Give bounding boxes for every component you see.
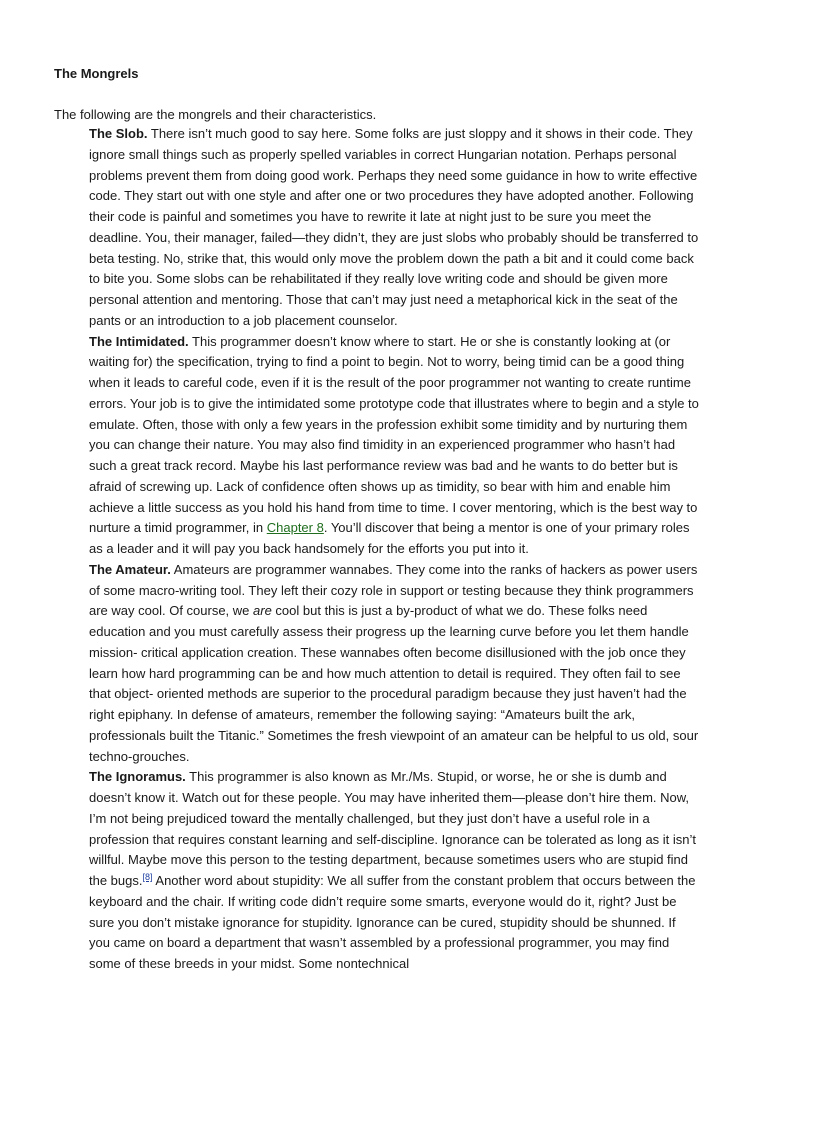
- entry-slob: [89, 124, 699, 332]
- entry-text-after: cool but this is just a by-product of what we do. These folks need education and you must carefully assess their progress up the learning curve before you let them handle mission- critical application creation. These wannabes often become disillusioned with the job once they learn how hard programming can be and how much attention to detail is required. They often fail to see that object- oriented methods are superior to the procedural paradigm because they just haven’t had the right epiphany. In defense of amateurs, remember the following saying: “Amateurs built the ark, professionals built the Titanic.” Sometimes the fresh viewpoint of an amateur can be helpful to us old, sour techno-grouches.: [89, 603, 699, 764]
- entry-text: There isn’t much good to say here. Some folks are just sloppy and it shows in their code. They ignore small things such as properly spelled variables in correct Hungarian notation. Perhaps personal problems prevent them from doing good work. Perhaps they need some guidance in how to write effective code. They start out with one style and after one or two procedures they have adopted another. Following their code is painful and sometimes you have to rewrite it late at night just to be sure you meet the deadline. You, their manager, failed—they didn’t, they are just slobs who probably should be transferred to beta testing. No, strike that, this would only move the problem down the path a bit and it could come back to bite you. Some slobs can be rehabilitated if they really love writing code and should be given more personal attention and mentoring. Those that can’t may just need a metaphorical kick in the seat of the pants or an introduction to a job placement counselor.: [89, 126, 699, 328]
- entry-text-after: . You’ll discover that being a mentor is one of your primary roles as a leader and it will pay you back handsomely for the efforts you put into it.: [89, 520, 690, 556]
- entry-text: Amateurs are programmer wannabes. They come into the ranks of hackers as power users of some macro-writing tool. They left their cozy role in support or testing because they think programmers are way cool. Of course, we: [89, 561, 698, 619]
- entry-text: This programmer is also known as Mr./Ms. Stupid, or worse, he or she is dumb and doesn’t know it. Watch out for these people. You may have inherited them—please don’t hire them. Now, I’m not being prejudiced toward the mentally challenged, but they just don’t have a useful role in a profession that requires constant learning and self-discipline. Ignorance can be tolerated as long as it isn’t willful. Maybe move this person to the testing department, because sometimes users who are stupid find the bugs.: [89, 769, 697, 888]
- entry-ignoramus: [89, 767, 699, 975]
- entry-term: The Ignoramus.: [89, 769, 186, 785]
- entry-term: The Intimidated.: [89, 333, 189, 349]
- entry-text-after: Another word about stupidity: We all suffer from the constant problem that occurs between the keyboard and the chair. If writing code didn’t require some smarts, everyone would do it, right? Just be sure you don’t mistake ignorance for stupidity. Ignorance can be cured, stupidity should be shunned. If you came on board a department that wasn’t assembled by a professional programmer, you may find some of these breeds in your midst. Some nontechnical: [89, 873, 696, 971]
- chapter-8-link[interactable]: Chapter 8: [266, 520, 324, 536]
- emphasis-text: are: [253, 603, 272, 619]
- entry-amateur: [89, 560, 699, 768]
- entry-term: The Amateur.: [89, 561, 171, 577]
- footnote-8-link[interactable]: [8]: [142, 872, 153, 882]
- entry-term: The Slob.: [89, 126, 148, 141]
- intro-paragraph: The following are the mongrels and their characteristics.: [54, 107, 377, 122]
- mongrel-list: [89, 124, 699, 975]
- entry-text: This programmer doesn’t know where to start. He or she is constantly looking at (or waiting for) the specification, trying to find a point to begin. Not to worry, being timid can be a good thing when it leads to careful code, even if it is the result of the poor programmer not wanting to create runtime errors. Your job is to give the intimidated some prototype code that illustrates where to begin and a style to emulate. Often, those with only a few years in the profession exhibit some timidity and by nurturing them you can change their nature. You may also find timidity in an experienced programmer who hasn’t had such a great track record. Maybe his last performance review was bad and he wants to do better but is afraid of screwing up. Lack of confidence often shows up as timidity, so bear with him and enable him achieve a little success as you hold his hand from time to time. I cover mentoring, which is the best way to nurture a timid programmer, in: [89, 333, 699, 536]
- entry-intimidated: [89, 332, 699, 560]
- section-heading: The Mongrels: [54, 66, 139, 81]
